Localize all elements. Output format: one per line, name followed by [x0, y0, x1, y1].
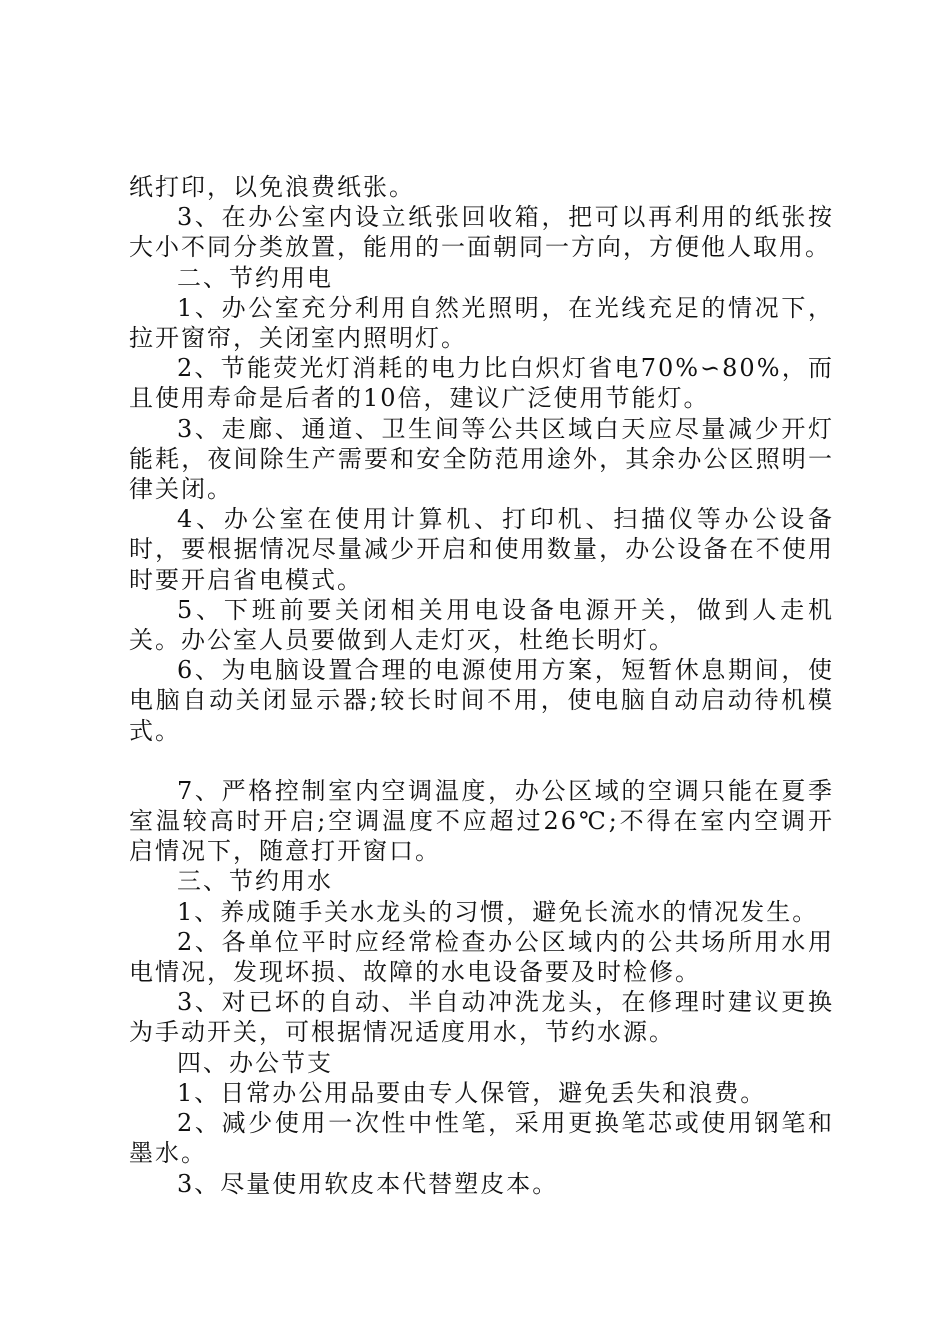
- paragraph-energy-saving-lamps: 2、节能荧光灯消耗的电力比白炽灯省电70%∽80%，而且使用寿命是后者的10倍，建议广泛使用节能灯。: [129, 354, 834, 413]
- paragraph-replace-faucets: 3、对已坏的自动、半自动冲洗龙头，在修理时建议更换为手动开关，可根据情况适度用水，节约水源。: [129, 988, 834, 1047]
- paragraph-computer-power-plan: 6、为电脑设置合理的电源使用方案，短暂休息期间，使电脑自动关闭显示器;较长时间不用，使电脑自动启动待机模式。: [129, 656, 834, 745]
- section-heading-save-electricity: 二、节约用电: [177, 263, 333, 292]
- document-body: [129, 172, 834, 1199]
- paragraph-turn-off-tap: 1、养成随手关水龙头的习惯，避免长流水的情况发生。: [177, 897, 819, 926]
- section-heading-save-water: 三、节约用水: [177, 867, 333, 896]
- paragraph-natural-light: 1、办公室充分利用自然光照明，在光线充足的情况下，拉开窗帘，关闭室内照明灯。: [129, 293, 834, 353]
- paragraph-office-equipment: 4、办公室在使用计算机、打印机、扫描仪等办公设备时，要根据情况尽量减少开启和使用数量，办公设备在不使用时要开启省电模式。: [129, 505, 834, 594]
- paragraph-power-off-after-work: 5、下班前要关闭相关用电设备电源开关，做到人走机关。办公室人员要做到人走灯灭，杜绝长明灯。: [129, 595, 834, 655]
- paragraph-reduce-disposable-pens: 2、减少使用一次性中性笔，采用更换笔芯或使用钢笔和墨水。: [129, 1109, 834, 1168]
- paragraph-inspect-facilities: 2、各单位平时应经常检查办公区域内的公共场所用水用电情况，发现坏损、故障的水电设备要及时检修。: [129, 927, 834, 987]
- paragraph-air-conditioning: 7、严格控制室内空调温度，办公区域的空调只能在夏季室温较高时开启;空调温度不应超过26℃;不得在室内空调开启情况下，随意打开窗口。: [129, 776, 834, 866]
- paragraph-soft-cover-notebooks: 3、尽量使用软皮本代替塑皮本。: [177, 1169, 559, 1198]
- section-heading-office-saving: 四、办公节支: [177, 1048, 333, 1077]
- paragraph-public-area-lighting: 3、走廊、通道、卫生间等公共区域白天应尽量减少开灯能耗，夜间除生产需要和安全防范用途外，其余办公区照明一律关闭。: [129, 414, 834, 504]
- paragraph-paper-recycling: 3、在办公室内设立纸张回收箱，把可以再利用的纸张按大小不同分类放置，能用的一面朝同一方向，方便他人取用。: [129, 203, 834, 262]
- paragraph-continuation: 纸打印，以免浪费纸张。: [129, 173, 415, 201]
- paragraph-supplies-custody: 1、日常办公用品要由专人保管，避免丢失和浪费。: [177, 1078, 767, 1107]
